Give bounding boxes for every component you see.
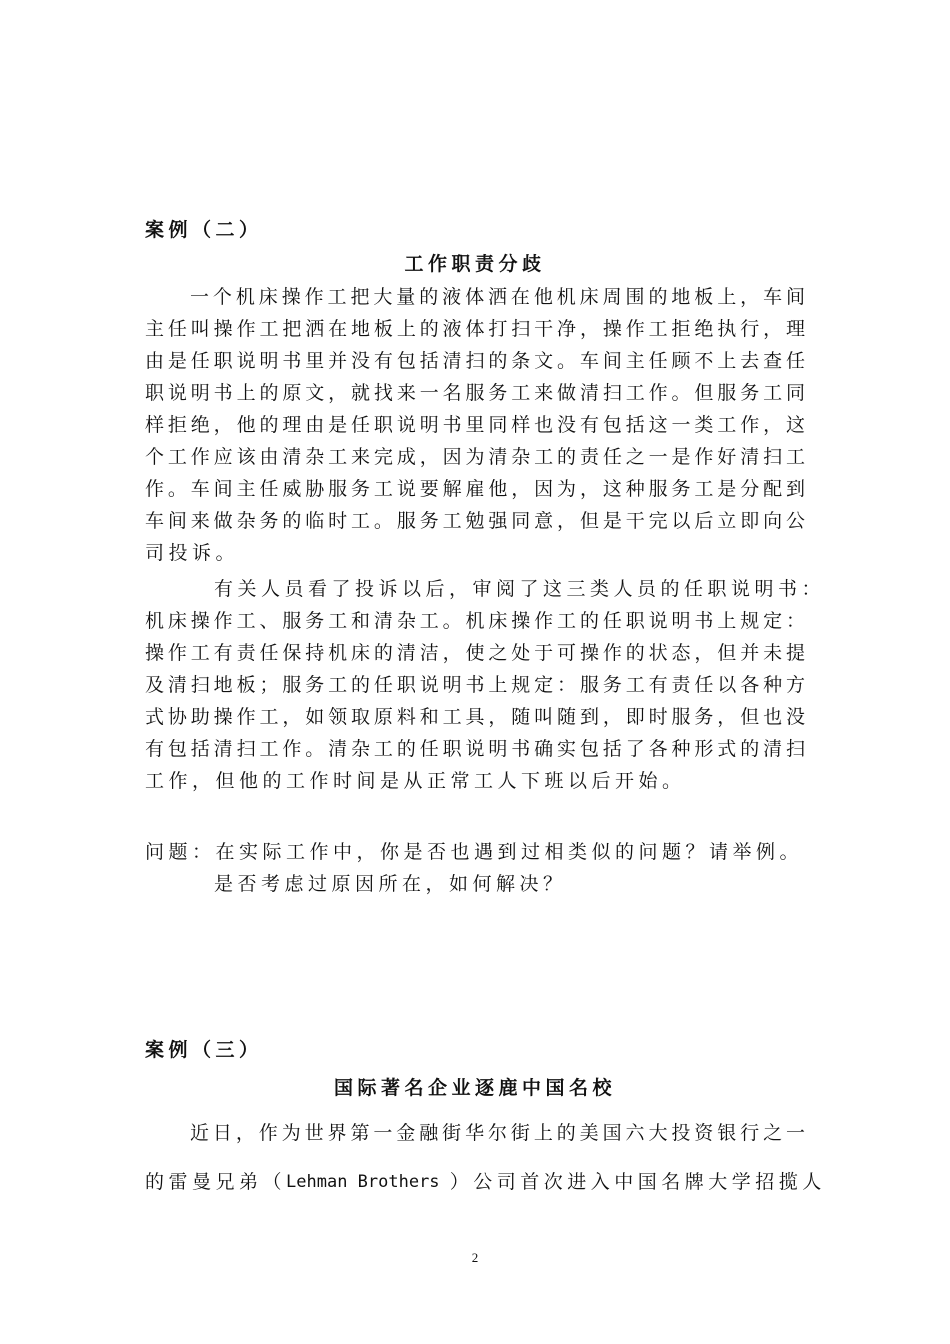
case2-para2-line: 有关人员看了投诉以后，审阅了这三类人员的任职说明书： [214, 578, 826, 600]
case3-title: 国际著名企业逐鹿中国名校 [333, 1077, 616, 1099]
case3-para-line [145, 1166, 826, 1198]
case3-text-segment: ）公司首次进入中国名牌大学招揽人 [449, 1171, 826, 1193]
case2-para2-line: 操作工有责任保持机床的清洁，使之处于可操作的状态，但并未提 [145, 642, 805, 664]
case2-para1-line: 一个机床操作工把大量的液体洒在他机床周围的地板上，车间 [190, 286, 805, 308]
case2-para1-line: 车间来做杂务的临时工。服务工勉强同意，但是干完以后立即向公 [145, 510, 805, 532]
case2-para2-line: 工作，但他的工作时间是从正常工人下班以后开始。 [145, 770, 686, 792]
case3-para-line: 近日，作为世界第一金融街华尔街上的美国六大投资银行之一 [190, 1122, 805, 1144]
case2-question: 问题：在实际工作中，你是否也遇到过相类似的问题？请举例。 [145, 841, 804, 863]
case3-text-segment: 的雷曼兄弟（ [145, 1171, 287, 1193]
case2-para2-line: 机床操作工、服务工和清杂工。机床操作工的任职说明书上规定： [145, 610, 805, 632]
case2-para2-line: 及清扫地板；服务工的任职说明书上规定：服务工有责任以各种方 [145, 674, 805, 696]
case3-company-name: Lehman Brothers [286, 1172, 450, 1192]
case2-para1-line: 主任叫操作工把洒在地板上的液体打扫干净，操作工拒绝执行，理 [145, 318, 805, 340]
case2-title: 工作职责分歧 [404, 253, 546, 275]
case2-para1-line: 样拒绝，他的理由是任职说明书里同样也没有包括这一类工作，这 [145, 414, 805, 436]
case2-para1-line: 由是任职说明书里并没有包括清扫的条文。车间主任顾不上去查任 [145, 350, 805, 372]
case2-question-followup: 是否考虑过原因所在，如何解决？ [214, 873, 567, 895]
case2-para2-line: 有包括清扫工作。清杂工的任职说明书确实包括了各种形式的清扫 [145, 738, 805, 760]
case2-para1-line: 司投诉。 [145, 542, 240, 564]
case3-heading: 案例（三） [145, 1039, 263, 1061]
case2-para1-line: 职说明书上的原文，就找来一名服务工来做清扫工作。但服务工同 [145, 382, 805, 404]
case2-para1-line: 个工作应该由清杂工来完成，因为清杂工的责任之一是作好清扫工 [145, 446, 805, 468]
case2-para1-line: 作。车间主任威胁服务工说要解雇他，因为，这种服务工是分配到 [145, 478, 805, 500]
case2-para2-line: 式协助操作工，如领取原料和工具，随叫随到，即时服务，但也没 [145, 706, 805, 728]
case2-heading: 案例（二） [145, 219, 263, 241]
page-number: 2 [471, 1250, 479, 1265]
